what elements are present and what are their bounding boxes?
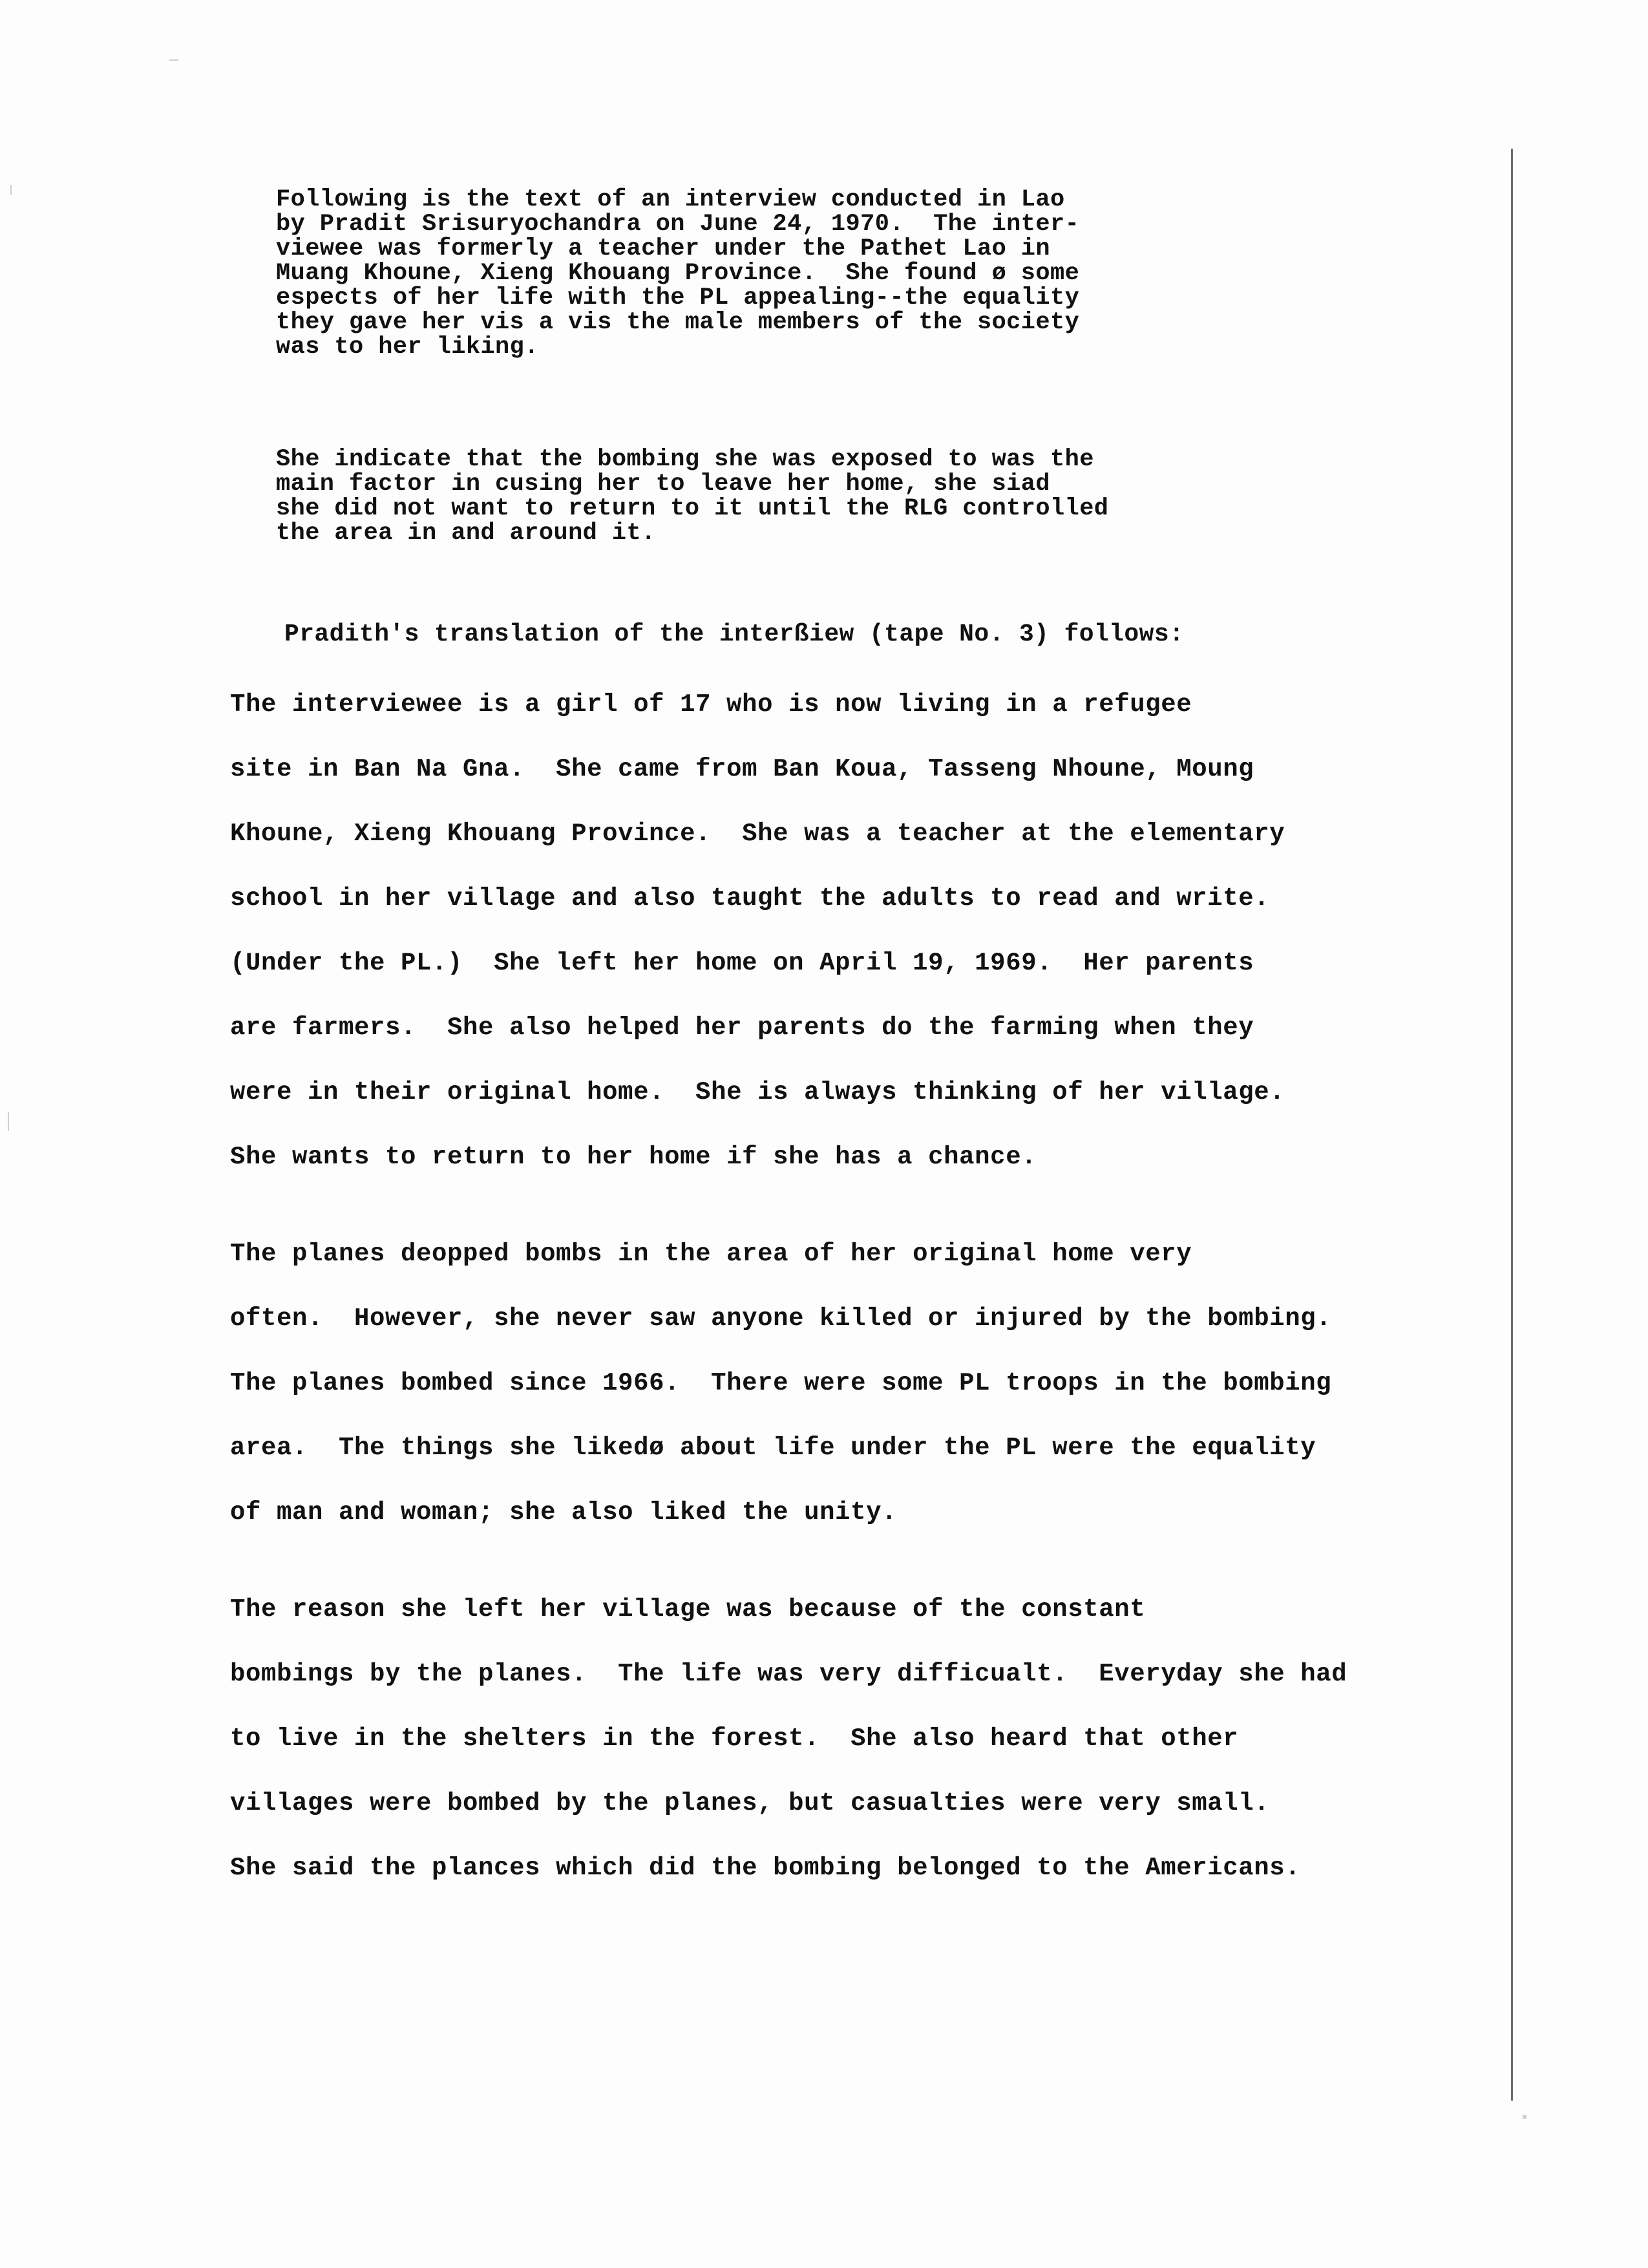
- text-line: viewee was formerly a teacher under the Pathet Lao in: [276, 235, 1050, 262]
- text-line: bombings by the planes. The life was very difficualt. Everyday she had: [230, 1660, 1347, 1688]
- scan-mark: [169, 59, 178, 61]
- text-line: school in her village and also taught the adults to read and write.: [230, 884, 1270, 913]
- text-line: site in Ban Na Gna. She came from Ban Koua, Tasseng Nhoune, Moung: [230, 755, 1254, 783]
- text-line: (Under the PL.) She left her home on April 19, 1969. Her parents: [230, 949, 1254, 977]
- text-line: area. The things she likedø about life under the PL were the equality: [230, 1434, 1316, 1462]
- text-line: was to her liking.: [276, 334, 539, 361]
- text-line: she did not want to return to it until the RLG controlled: [276, 495, 1109, 522]
- text-line: were in their original home. She is always thinking of her village.: [230, 1078, 1285, 1107]
- text-line: to live in the shelters in the forest. She also heard that other: [230, 1724, 1239, 1753]
- text-line: of man and woman; she also liked the unity.: [230, 1498, 898, 1527]
- text-line: The planes bombed since 1966. There were some PL troops in the bombing: [230, 1369, 1332, 1397]
- text-line: villages were bombed by the planes, but casualties were very small.: [230, 1789, 1270, 1818]
- text-line: The planes deopped bombs in the area of her original home very: [230, 1240, 1192, 1268]
- text-line: often. However, she never saw anyone killed or injured by the bombing.: [230, 1304, 1332, 1333]
- text-line: Muang Khoune, Xieng Khouang Province. She found ø some: [276, 260, 1080, 287]
- text-line: they gave her vis a vis the male members of the society: [276, 309, 1080, 336]
- intro-paragraph-2: [276, 447, 1245, 546]
- scan-mark: [1523, 2115, 1527, 2119]
- translation-intro: Pradith's translation of the interßiew (tape No. 3) follows:: [284, 620, 1185, 648]
- text-line: Khoune, Xieng Khouang Province. She was a teacher at the elementary: [230, 820, 1285, 848]
- text-line: are farmers. She also helped her parents do the farming when they: [230, 1013, 1254, 1042]
- text-line: The interviewee is a girl of 17 who is now living in a refugee: [230, 690, 1192, 719]
- scan-mark: [8, 1112, 9, 1131]
- text-line: the area in and around it.: [276, 520, 656, 547]
- text-line: She wants to return to her home if she has a chance.: [230, 1143, 1037, 1171]
- text-line: by Pradit Srisuryochandra on June 24, 1970. The inter-: [276, 211, 1080, 238]
- text-line: The reason she left her village was because of the constant: [230, 1595, 1146, 1624]
- margin-rule: [1511, 149, 1513, 2101]
- text-line: main factor in cusing her to leave her home, she siad: [276, 471, 1050, 498]
- text-line: She indicate that the bombing she was exposed to was the: [276, 446, 1094, 473]
- text-line: She said the plances which did the bombing belonged to the Americans.: [230, 1854, 1301, 1882]
- scan-mark: [10, 185, 12, 195]
- text-line: espects of her life with the PL appealing--the equality: [276, 284, 1080, 312]
- intro-paragraph-1: [276, 187, 1245, 359]
- text-line: Following is the text of an interview conducted in Lao: [276, 186, 1065, 213]
- body-paragraph-2: [230, 1222, 1458, 1545]
- body-paragraph-3: [230, 1577, 1458, 1900]
- body-paragraph-1: [230, 672, 1458, 1189]
